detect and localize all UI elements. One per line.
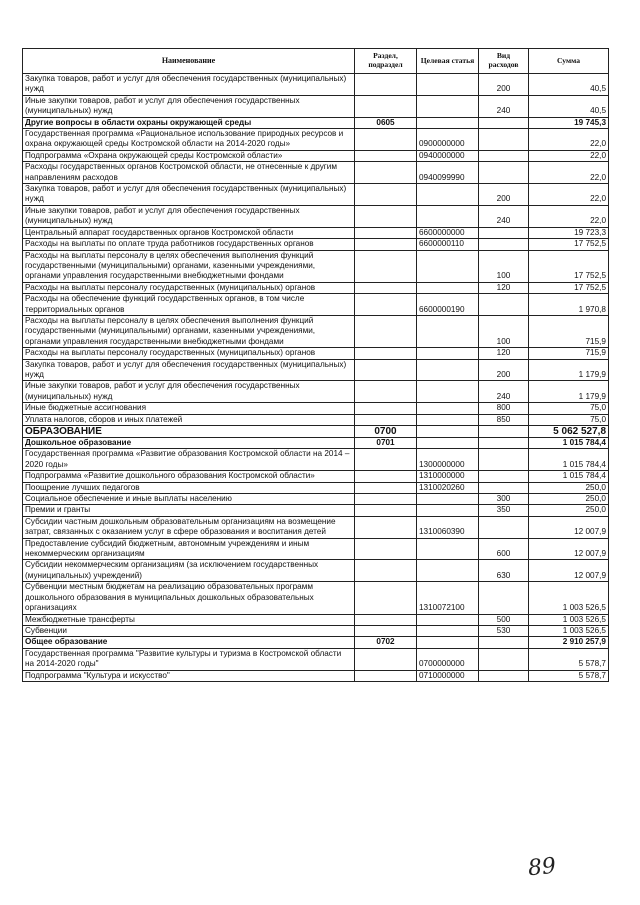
row-target-cell — [417, 637, 479, 648]
row-kind-cell — [479, 670, 529, 681]
row-section-cell — [355, 482, 417, 493]
table-row — [23, 648, 609, 670]
table-row — [23, 129, 609, 151]
row-name-cell: Другие вопросы в области охраны окружающей среды — [23, 117, 355, 128]
table-row — [23, 414, 609, 425]
row-kind-cell — [479, 239, 529, 250]
table-row — [23, 205, 609, 227]
table-row — [23, 117, 609, 128]
row-target-cell: 6600000110 — [417, 239, 479, 250]
row-name-cell: Государственная программа "Развитие культуры и туризма в Костромской области на 2014-2020 годы" — [23, 648, 355, 670]
row-target-cell — [417, 315, 479, 347]
row-target-cell — [417, 560, 479, 582]
row-section-cell — [355, 227, 417, 238]
row-kind-cell — [479, 648, 529, 670]
row-section-cell — [355, 449, 417, 471]
row-kind-cell: 200 — [479, 184, 529, 206]
row-target-cell: 6600000190 — [417, 294, 479, 316]
table-row — [23, 471, 609, 482]
row-section-cell — [355, 348, 417, 359]
row-target-cell: 1310020260 — [417, 482, 479, 493]
row-sum-cell: 1 179,9 — [529, 359, 609, 381]
row-name-cell: Подпрограмма «Охрана окружающей среды Костромской области» — [23, 150, 355, 161]
row-kind-cell: 350 — [479, 505, 529, 516]
row-kind-cell — [479, 471, 529, 482]
row-section-cell — [355, 239, 417, 250]
row-target-cell — [417, 205, 479, 227]
table-body — [23, 74, 609, 682]
budget-table-sheet — [22, 48, 608, 682]
row-sum-cell: 22,0 — [529, 205, 609, 227]
row-sum-cell: 715,9 — [529, 315, 609, 347]
table-row — [23, 438, 609, 449]
row-kind-cell — [479, 227, 529, 238]
row-name-cell: Иные закупки товаров, работ и услуг для обеспечения государственных (муниципальных) нужд — [23, 95, 355, 117]
table-row — [23, 426, 609, 438]
table-row — [23, 162, 609, 184]
row-section-cell — [355, 294, 417, 316]
row-kind-cell: 500 — [479, 614, 529, 625]
row-name-cell: Субсидии некоммерческим организациям (за исключением государственных (муниципальных) учреждений) — [23, 560, 355, 582]
row-sum-cell: 12 007,9 — [529, 560, 609, 582]
table-row — [23, 239, 609, 250]
header-name: Наименование — [23, 49, 355, 74]
table-header-row — [23, 49, 609, 74]
header-section: Раздел, подраздел — [355, 49, 417, 74]
row-sum-cell: 19 745,3 — [529, 117, 609, 128]
table-row — [23, 637, 609, 648]
row-target-cell — [417, 494, 479, 505]
table-row — [23, 74, 609, 96]
row-target-cell — [417, 74, 479, 96]
row-section-cell: 0702 — [355, 637, 417, 648]
row-section-cell — [355, 150, 417, 161]
row-name-cell: Уплата налогов, сборов и иных платежей — [23, 414, 355, 425]
row-target-cell: 0700000000 — [417, 648, 479, 670]
table-row — [23, 403, 609, 414]
header-sum: Сумма — [529, 49, 609, 74]
row-sum-cell: 12 007,9 — [529, 538, 609, 560]
table-row — [23, 294, 609, 316]
row-sum-cell: 1 015 784,4 — [529, 471, 609, 482]
table-row — [23, 315, 609, 347]
row-target-cell: 1300000000 — [417, 449, 479, 471]
row-sum-cell: 75,0 — [529, 403, 609, 414]
row-name-cell: Иные закупки товаров, работ и услуг для обеспечения государственных (муниципальных) нужд — [23, 205, 355, 227]
row-name-cell: Подпрограмма «Развитие дошкольного образования Костромской области» — [23, 471, 355, 482]
header-target: Целевая статья — [417, 49, 479, 74]
row-kind-cell: 200 — [479, 74, 529, 96]
row-section-cell — [355, 670, 417, 681]
row-sum-cell: 17 752,5 — [529, 282, 609, 293]
row-sum-cell: 715,9 — [529, 348, 609, 359]
row-name-cell: Субсидии частным дошкольным образовательным организациям на возмещение затрат, связанных с оказанием услуг в сфере образования и воспитания детей — [23, 516, 355, 538]
row-name-cell: Государственная программа «Развитие образования Костромской области на 2014 – 2020 годы» — [23, 449, 355, 471]
row-target-cell — [417, 625, 479, 636]
row-target-cell — [417, 381, 479, 403]
row-name-cell: Расходы на обеспечение функций государственных органов, в том числе территориальных органов — [23, 294, 355, 316]
row-section-cell — [355, 505, 417, 516]
table-row — [23, 348, 609, 359]
row-name-cell: Расходы на выплаты персоналу в целях обеспечения выполнения функций государственными (муниципальными) органами, казенными учреждениями, органами управления государственными внебюджетными фондами — [23, 250, 355, 282]
row-kind-cell: 850 — [479, 414, 529, 425]
row-kind-cell — [479, 162, 529, 184]
row-section-cell — [355, 359, 417, 381]
table-row — [23, 614, 609, 625]
row-name-cell: Социальное обеспечение и иные выплаты населению — [23, 494, 355, 505]
row-sum-cell: 250,0 — [529, 482, 609, 493]
row-sum-cell: 5 062 527,8 — [529, 426, 609, 438]
row-target-cell — [417, 614, 479, 625]
table-row — [23, 582, 609, 614]
row-kind-cell — [479, 449, 529, 471]
table-row — [23, 381, 609, 403]
row-kind-cell: 240 — [479, 381, 529, 403]
row-name-cell: Поощрение лучших педагогов — [23, 482, 355, 493]
row-name-cell: Предоставление субсидий бюджетным, автономным учреждениям и иным некоммерческим организациям — [23, 538, 355, 560]
row-kind-cell: 240 — [479, 95, 529, 117]
row-kind-cell — [479, 117, 529, 128]
table-row — [23, 95, 609, 117]
row-name-cell: Расходы государственных органов Костромской области, не отнесенные к другим направлениям расходов — [23, 162, 355, 184]
row-sum-cell: 40,5 — [529, 95, 609, 117]
table-row — [23, 625, 609, 636]
row-name-cell: Дошкольное образование — [23, 438, 355, 449]
row-sum-cell: 17 752,5 — [529, 250, 609, 282]
table-row — [23, 670, 609, 681]
row-name-cell: Расходы на выплаты персоналу государственных (муниципальных) органов — [23, 348, 355, 359]
row-name-cell: Субвенции — [23, 625, 355, 636]
row-target-cell: 1310000000 — [417, 471, 479, 482]
row-kind-cell — [479, 438, 529, 449]
table-row — [23, 282, 609, 293]
row-sum-cell: 1 003 526,5 — [529, 625, 609, 636]
budget-table — [22, 48, 609, 682]
row-sum-cell: 1 003 526,5 — [529, 614, 609, 625]
table-row — [23, 560, 609, 582]
row-target-cell: 6600000000 — [417, 227, 479, 238]
row-section-cell — [355, 162, 417, 184]
row-kind-cell — [479, 150, 529, 161]
row-target-cell — [417, 403, 479, 414]
table-row — [23, 516, 609, 538]
row-name-cell: Общее образование — [23, 637, 355, 648]
row-sum-cell: 1 015 784,4 — [529, 438, 609, 449]
row-kind-cell: 630 — [479, 560, 529, 582]
row-sum-cell: 75,0 — [529, 414, 609, 425]
row-section-cell — [355, 403, 417, 414]
table-row — [23, 494, 609, 505]
row-kind-cell: 600 — [479, 538, 529, 560]
row-target-cell — [417, 438, 479, 449]
page-number: 89 — [526, 853, 558, 882]
row-name-cell: Закупка товаров, работ и услуг для обеспечения государственных (муниципальных) нужд — [23, 74, 355, 96]
row-section-cell: 0700 — [355, 426, 417, 438]
row-sum-cell: 1 179,9 — [529, 381, 609, 403]
row-section-cell — [355, 582, 417, 614]
row-sum-cell: 1 015 784,4 — [529, 449, 609, 471]
row-target-cell — [417, 282, 479, 293]
row-section-cell — [355, 625, 417, 636]
table-row — [23, 359, 609, 381]
table-row — [23, 449, 609, 471]
table-row — [23, 538, 609, 560]
row-section-cell: 0605 — [355, 117, 417, 128]
row-name-cell: Премии и гранты — [23, 505, 355, 516]
row-section-cell — [355, 381, 417, 403]
row-section-cell — [355, 282, 417, 293]
row-target-cell — [417, 184, 479, 206]
row-name-cell: Государственная программа «Рациональное использование природных ресурсов и охрана окружающей среды Костромской области на 2014-2020 годы» — [23, 129, 355, 151]
row-sum-cell: 1 003 526,5 — [529, 582, 609, 614]
row-section-cell — [355, 538, 417, 560]
row-kind-cell — [479, 129, 529, 151]
row-sum-cell: 5 578,7 — [529, 648, 609, 670]
row-target-cell — [417, 538, 479, 560]
row-kind-cell: 300 — [479, 494, 529, 505]
row-kind-cell: 530 — [479, 625, 529, 636]
row-sum-cell: 5 578,7 — [529, 670, 609, 681]
row-section-cell — [355, 205, 417, 227]
row-section-cell — [355, 471, 417, 482]
row-name-cell: Расходы на выплаты персоналу государственных (муниципальных) органов — [23, 282, 355, 293]
row-target-cell — [417, 117, 479, 128]
row-target-cell: 1310072100 — [417, 582, 479, 614]
row-name-cell: Иные бюджетные ассигнования — [23, 403, 355, 414]
row-sum-cell: 40,5 — [529, 74, 609, 96]
row-name-cell: Закупка товаров, работ и услуг для обеспечения государственных (муниципальных) нужд — [23, 184, 355, 206]
row-section-cell — [355, 494, 417, 505]
row-name-cell: Подпрограмма "Культура и искусство" — [23, 670, 355, 681]
row-target-cell — [417, 426, 479, 438]
table-row — [23, 184, 609, 206]
row-section-cell — [355, 614, 417, 625]
table-row — [23, 227, 609, 238]
row-section-cell — [355, 74, 417, 96]
row-name-cell: Расходы на выплаты персоналу в целях обеспечения выполнения функций государственными (муниципальными) органами, казенными учреждениями, органами управления государственными внебюджетными фондами — [23, 315, 355, 347]
row-target-cell: 1310060390 — [417, 516, 479, 538]
row-section-cell — [355, 250, 417, 282]
row-sum-cell: 12 007,9 — [529, 516, 609, 538]
row-name-cell: Субвенции местным бюджетам на реализацию образовательных программ дошкольного образования в муниципальных дошкольных образовательных организациях — [23, 582, 355, 614]
row-kind-cell: 100 — [479, 250, 529, 282]
row-target-cell: 0940099990 — [417, 162, 479, 184]
table-row — [23, 505, 609, 516]
table-row — [23, 150, 609, 161]
row-kind-cell: 120 — [479, 348, 529, 359]
row-kind-cell — [479, 426, 529, 438]
row-sum-cell: 250,0 — [529, 494, 609, 505]
row-section-cell — [355, 129, 417, 151]
row-kind-cell: 200 — [479, 359, 529, 381]
row-target-cell — [417, 359, 479, 381]
row-sum-cell: 22,0 — [529, 129, 609, 151]
table-row — [23, 482, 609, 493]
row-name-cell: Расходы на выплаты по оплате труда работников государственных органов — [23, 239, 355, 250]
row-section-cell — [355, 184, 417, 206]
row-name-cell: Центральный аппарат государственных органов Костромской области — [23, 227, 355, 238]
row-section-cell — [355, 414, 417, 425]
row-sum-cell: 22,0 — [529, 162, 609, 184]
row-kind-cell: 800 — [479, 403, 529, 414]
row-name-cell: Межбюджетные трансферты — [23, 614, 355, 625]
row-sum-cell: 17 752,5 — [529, 239, 609, 250]
row-kind-cell — [479, 516, 529, 538]
row-target-cell — [417, 95, 479, 117]
row-section-cell — [355, 648, 417, 670]
row-kind-cell — [479, 294, 529, 316]
row-kind-cell: 120 — [479, 282, 529, 293]
row-target-cell: 0710000000 — [417, 670, 479, 681]
row-kind-cell: 100 — [479, 315, 529, 347]
row-kind-cell — [479, 582, 529, 614]
row-section-cell — [355, 95, 417, 117]
row-target-cell — [417, 414, 479, 425]
row-kind-cell: 240 — [479, 205, 529, 227]
header-kind: Вид расходов — [479, 49, 529, 74]
row-target-cell: 0900000000 — [417, 129, 479, 151]
row-name-cell: Иные закупки товаров, работ и услуг для обеспечения государственных (муниципальных) нужд — [23, 381, 355, 403]
row-section-cell: 0701 — [355, 438, 417, 449]
row-section-cell — [355, 315, 417, 347]
row-section-cell — [355, 516, 417, 538]
row-sum-cell: 22,0 — [529, 150, 609, 161]
row-name-cell: Закупка товаров, работ и услуг для обеспечения государственных (муниципальных) нужд — [23, 359, 355, 381]
row-target-cell — [417, 250, 479, 282]
row-name-cell: ОБРАЗОВАНИЕ — [23, 426, 355, 438]
row-sum-cell: 22,0 — [529, 184, 609, 206]
row-kind-cell — [479, 482, 529, 493]
row-sum-cell: 2 910 257,9 — [529, 637, 609, 648]
row-section-cell — [355, 560, 417, 582]
row-target-cell — [417, 505, 479, 516]
row-kind-cell — [479, 637, 529, 648]
row-sum-cell: 19 723,3 — [529, 227, 609, 238]
row-sum-cell: 1 970,8 — [529, 294, 609, 316]
table-row — [23, 250, 609, 282]
row-target-cell: 0940000000 — [417, 150, 479, 161]
row-sum-cell: 250,0 — [529, 505, 609, 516]
row-target-cell — [417, 348, 479, 359]
